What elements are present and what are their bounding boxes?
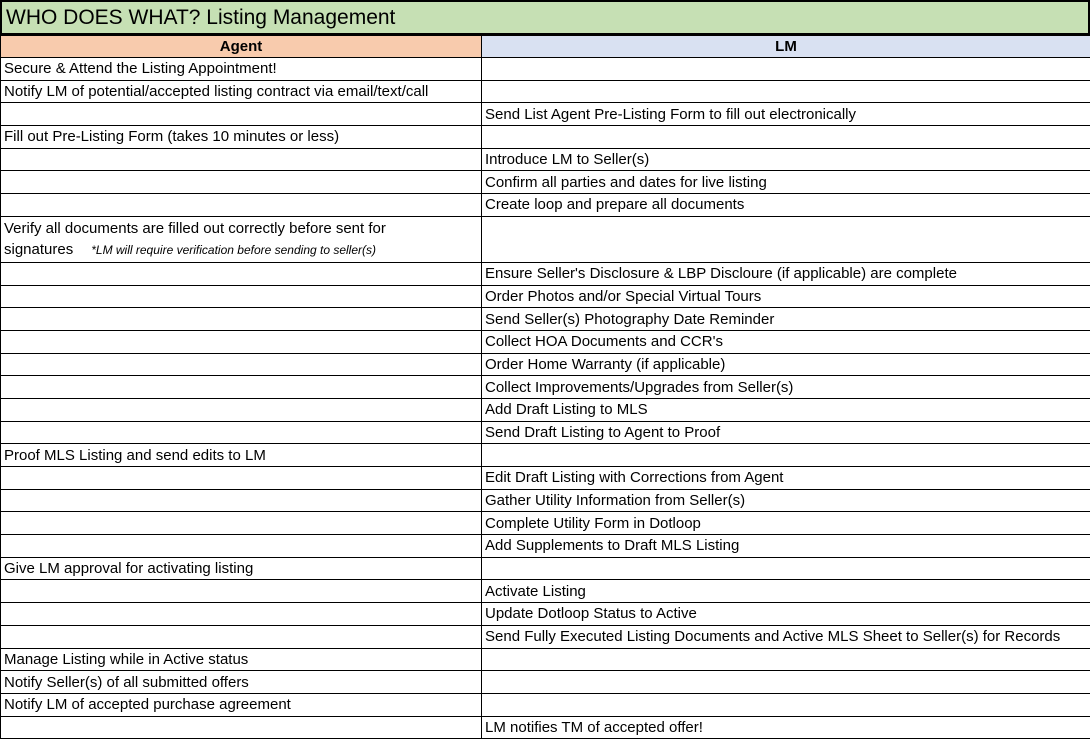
agent-cell[interactable] bbox=[1, 330, 482, 353]
table-row bbox=[1, 693, 1090, 716]
agent-cell[interactable] bbox=[1, 148, 482, 171]
agent-cell[interactable] bbox=[1, 716, 482, 739]
agent-cell[interactable] bbox=[1, 308, 482, 331]
table-row bbox=[1, 330, 1090, 353]
verification-note: *LM will require verification before sending to seller(s) bbox=[91, 242, 377, 257]
agent-cell[interactable]: Manage Listing while in Active status bbox=[1, 648, 482, 671]
table-row bbox=[1, 285, 1090, 308]
lm-cell[interactable]: Update Dotloop Status to Active bbox=[482, 603, 1090, 626]
table-row bbox=[1, 262, 1090, 285]
lm-cell[interactable]: Confirm all parties and dates for live listing bbox=[482, 171, 1090, 194]
table-body bbox=[1, 58, 1090, 739]
agent-cell[interactable]: Secure & Attend the Listing Appointment! bbox=[1, 58, 482, 81]
lm-cell[interactable] bbox=[482, 693, 1090, 716]
sheet-title[interactable]: WHO DOES WHAT? Listing Management bbox=[0, 0, 1090, 35]
agent-cell[interactable]: Notify Seller(s) of all submitted offers bbox=[1, 671, 482, 694]
agent-cell[interactable] bbox=[1, 421, 482, 444]
lm-cell[interactable]: Collect HOA Documents and CCR's bbox=[482, 330, 1090, 353]
agent-cell[interactable] bbox=[1, 512, 482, 535]
lm-cell[interactable] bbox=[482, 444, 1090, 467]
table-row bbox=[1, 580, 1090, 603]
table-row bbox=[1, 467, 1090, 490]
table-row bbox=[1, 535, 1090, 558]
agent-cell[interactable]: Fill out Pre-Listing Form (takes 10 minutes or less) bbox=[1, 126, 482, 149]
lm-cell[interactable]: Send List Agent Pre-Listing Form to fill out electronically bbox=[482, 103, 1090, 126]
lm-column-header[interactable]: LM bbox=[482, 36, 1090, 58]
table-row bbox=[1, 603, 1090, 626]
agent-column-header[interactable]: Agent bbox=[1, 36, 482, 58]
agent-cell[interactable] bbox=[1, 103, 482, 126]
lm-cell[interactable]: Add Draft Listing to MLS bbox=[482, 398, 1090, 421]
agent-cell[interactable] bbox=[1, 285, 482, 308]
lm-cell[interactable]: Edit Draft Listing with Corrections from Agent bbox=[482, 467, 1090, 490]
lm-cell[interactable] bbox=[482, 671, 1090, 694]
agent-task-text: Verify all documents are filled out correctly before sent for signatures bbox=[4, 219, 386, 258]
agent-cell[interactable]: Proof MLS Listing and send edits to LM bbox=[1, 444, 482, 467]
agent-cell[interactable] bbox=[1, 535, 482, 558]
agent-cell[interactable]: Notify LM of potential/accepted listing contract via email/text/call bbox=[1, 80, 482, 103]
lm-cell[interactable]: Complete Utility Form in Dotloop bbox=[482, 512, 1090, 535]
table-row bbox=[1, 308, 1090, 331]
table-row bbox=[1, 58, 1090, 81]
lm-cell[interactable]: Send Draft Listing to Agent to Proof bbox=[482, 421, 1090, 444]
agent-cell[interactable] bbox=[1, 353, 482, 376]
table-row bbox=[1, 194, 1090, 217]
table-row bbox=[1, 398, 1090, 421]
lm-cell[interactable]: Send Fully Executed Listing Documents and Active MLS Sheet to Seller(s) for Records bbox=[482, 625, 1090, 648]
table-row bbox=[1, 216, 1090, 262]
agent-cell[interactable] bbox=[1, 580, 482, 603]
lm-cell[interactable] bbox=[482, 126, 1090, 149]
table-row bbox=[1, 512, 1090, 535]
agent-cell[interactable] bbox=[1, 398, 482, 421]
agent-cell[interactable] bbox=[1, 489, 482, 512]
lm-cell[interactable]: Order Home Warranty (if applicable) bbox=[482, 353, 1090, 376]
agent-cell[interactable] bbox=[1, 194, 482, 217]
table-row bbox=[1, 625, 1090, 648]
agent-cell[interactable] bbox=[1, 171, 482, 194]
lm-cell[interactable]: Collect Improvements/Upgrades from Seller(s) bbox=[482, 376, 1090, 399]
header-row bbox=[1, 36, 1090, 58]
lm-cell[interactable] bbox=[482, 216, 1090, 262]
agent-cell[interactable] bbox=[1, 216, 482, 262]
table-row bbox=[1, 421, 1090, 444]
lm-cell[interactable]: Send Seller(s) Photography Date Reminder bbox=[482, 308, 1090, 331]
table-row bbox=[1, 489, 1090, 512]
lm-cell[interactable]: Create loop and prepare all documents bbox=[482, 194, 1090, 217]
agent-cell[interactable] bbox=[1, 262, 482, 285]
table-row bbox=[1, 648, 1090, 671]
table-row bbox=[1, 353, 1090, 376]
table-row bbox=[1, 126, 1090, 149]
table-row bbox=[1, 103, 1090, 126]
lm-cell[interactable]: Introduce LM to Seller(s) bbox=[482, 148, 1090, 171]
agent-cell[interactable] bbox=[1, 625, 482, 648]
table-row bbox=[1, 80, 1090, 103]
lm-cell[interactable]: Ensure Seller's Disclosure & LBP Discloure (if applicable) are complete bbox=[482, 262, 1090, 285]
responsibility-table bbox=[0, 35, 1090, 739]
lm-cell[interactable] bbox=[482, 557, 1090, 580]
table-row bbox=[1, 376, 1090, 399]
agent-cell[interactable] bbox=[1, 376, 482, 399]
agent-cell[interactable]: Notify LM of accepted purchase agreement bbox=[1, 693, 482, 716]
table-row bbox=[1, 716, 1090, 739]
table-row bbox=[1, 171, 1090, 194]
table-row bbox=[1, 557, 1090, 580]
lm-cell[interactable]: Activate Listing bbox=[482, 580, 1090, 603]
table-row bbox=[1, 444, 1090, 467]
lm-cell[interactable]: Add Supplements to Draft MLS Listing bbox=[482, 535, 1090, 558]
table-row bbox=[1, 148, 1090, 171]
lm-cell[interactable] bbox=[482, 648, 1090, 671]
lm-cell[interactable]: Order Photos and/or Special Virtual Tours bbox=[482, 285, 1090, 308]
lm-cell[interactable] bbox=[482, 80, 1090, 103]
agent-cell[interactable]: Give LM approval for activating listing bbox=[1, 557, 482, 580]
lm-cell[interactable]: Gather Utility Information from Seller(s) bbox=[482, 489, 1090, 512]
table-row bbox=[1, 671, 1090, 694]
agent-cell[interactable] bbox=[1, 603, 482, 626]
lm-cell[interactable]: LM notifies TM of accepted offer! bbox=[482, 716, 1090, 739]
lm-cell[interactable] bbox=[482, 58, 1090, 81]
agent-cell[interactable] bbox=[1, 467, 482, 490]
